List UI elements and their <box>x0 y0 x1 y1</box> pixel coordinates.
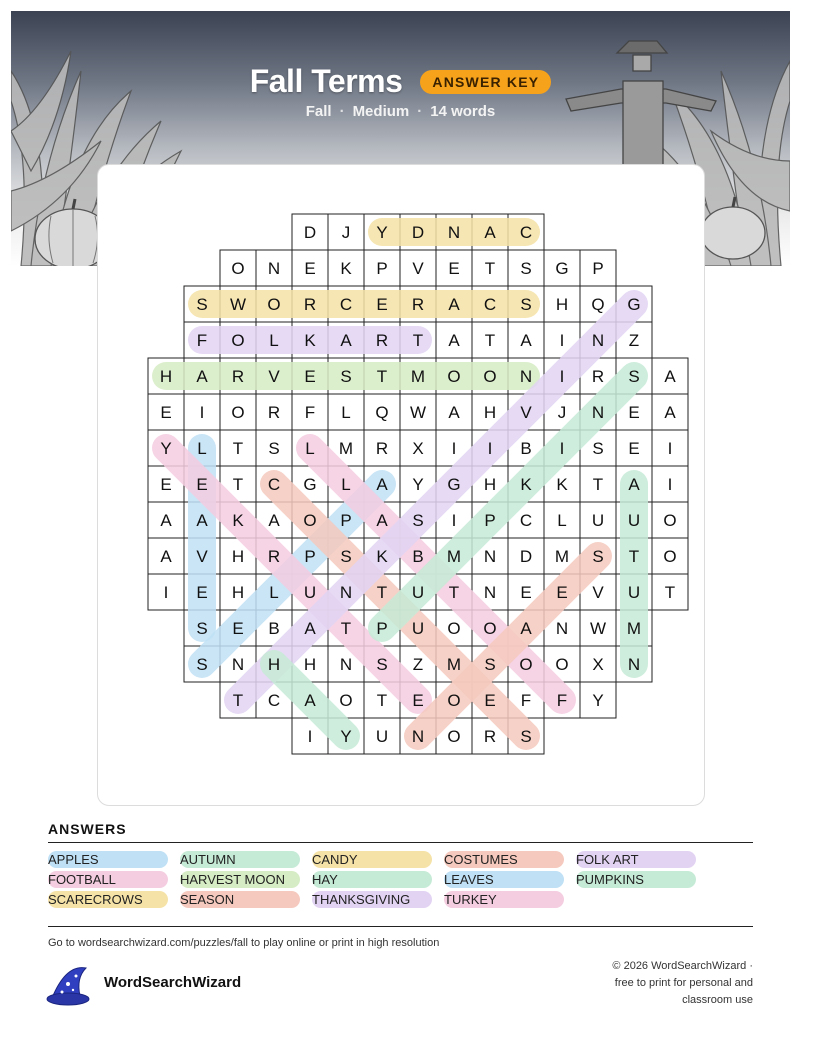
grid-letter: T <box>664 583 676 602</box>
grid-letter: L <box>341 403 351 422</box>
grid-letter: E <box>196 583 208 602</box>
grid-letter: N <box>231 655 245 674</box>
grid-letter: E <box>448 259 460 278</box>
grid-letter: M <box>446 547 462 566</box>
grid-letter: T <box>376 367 388 386</box>
grid-letter: A <box>520 619 532 638</box>
grid-letter: R <box>483 727 497 746</box>
grid-letter: I <box>163 583 169 602</box>
grid-letter: N <box>267 259 281 278</box>
grid-letter: I <box>667 475 673 494</box>
answer-word: SEASON <box>180 891 300 908</box>
grid-letter: J <box>341 223 351 242</box>
grid-letter: A <box>664 403 676 422</box>
grid-letter: T <box>340 619 352 638</box>
grid-letter: K <box>520 475 532 494</box>
grid-letter: P <box>304 547 316 566</box>
grid-letter: A <box>448 295 460 314</box>
grid-letter: R <box>267 547 281 566</box>
grid-letter: R <box>411 295 425 314</box>
grid-letter: T <box>232 475 244 494</box>
grid-letter: K <box>232 511 244 530</box>
grid-letter: Y <box>340 727 352 746</box>
grid-letter: B <box>268 619 280 638</box>
grid-letter: U <box>303 583 317 602</box>
grid-letter: F <box>304 403 316 422</box>
grid-letter: R <box>267 403 281 422</box>
grid-letter: E <box>412 691 424 710</box>
grid-letter: B <box>412 547 424 566</box>
grid-letter: W <box>589 619 607 638</box>
grid-letter: S <box>196 295 208 314</box>
grid-letter: A <box>160 511 172 530</box>
grid-letter: S <box>196 655 208 674</box>
grid-letter: A <box>196 367 208 386</box>
grid-letter: H <box>267 655 281 674</box>
grid-letter: U <box>411 619 425 638</box>
grid-letter: E <box>160 403 172 422</box>
grid-letter: G <box>447 475 461 494</box>
grid-letter: T <box>232 691 244 710</box>
grid-letter: V <box>520 403 532 422</box>
answer-word: PUMPKINS <box>576 871 696 888</box>
copyright-line: © 2026 WordSearchWizard · <box>612 960 753 972</box>
grid-letter: A <box>484 223 496 242</box>
grid-letter: U <box>375 727 389 746</box>
grid-letter: E <box>556 583 568 602</box>
grid-letter: S <box>520 259 532 278</box>
pumpkin-icon <box>701 207 765 259</box>
grid-letter: P <box>376 619 388 638</box>
grid-letter: S <box>628 367 640 386</box>
grid-letter: N <box>339 583 353 602</box>
grid-letter: P <box>340 511 352 530</box>
grid-letter: S <box>592 547 604 566</box>
grid-letter: O <box>663 547 677 566</box>
grid-letter: E <box>232 619 244 638</box>
grid-letter: S <box>412 511 424 530</box>
grid-letter: A <box>304 691 316 710</box>
grid-letter: P <box>592 259 604 278</box>
grid-letter: R <box>591 367 605 386</box>
grid-letter: S <box>268 439 280 458</box>
grid-letter: I <box>559 367 565 386</box>
puzzle-meta: Fall · Medium · 14 words <box>305 103 496 120</box>
grid-letter: N <box>447 223 461 242</box>
grid-letter: Q <box>591 295 605 314</box>
grid-letter: G <box>627 295 641 314</box>
grid-letter: N <box>483 583 497 602</box>
answers-divider-bottom <box>48 926 753 927</box>
page-title: Fall Terms <box>249 63 403 99</box>
grid-letter: W <box>409 403 427 422</box>
grid-letter: O <box>555 655 569 674</box>
grid-letter: H <box>231 547 245 566</box>
grid-letter: X <box>592 655 604 674</box>
grid-letter: N <box>519 367 533 386</box>
grid-letter: F <box>556 691 568 710</box>
grid-letter: L <box>557 511 567 530</box>
grid-letter: E <box>304 259 316 278</box>
grid-letter: A <box>376 475 388 494</box>
answer-word: APPLES <box>48 851 168 868</box>
grid-letter: Z <box>628 331 640 350</box>
grid-letter: R <box>231 367 245 386</box>
grid-letter: Y <box>160 439 172 458</box>
grid-letter: I <box>199 403 205 422</box>
grid-letter: U <box>627 511 641 530</box>
grid-letter: N <box>411 727 425 746</box>
grid-letter: E <box>376 295 388 314</box>
grid-letter: O <box>447 619 461 638</box>
grid-letter: H <box>483 403 497 422</box>
grid-letter: B <box>520 439 532 458</box>
grid-letter: U <box>411 583 425 602</box>
grid-letter: S <box>340 547 352 566</box>
grid-letter: A <box>340 331 352 350</box>
grid-letter: F <box>520 691 532 710</box>
grid-letter: K <box>556 475 568 494</box>
grid-letter: L <box>197 439 207 458</box>
grid-letter: E <box>520 583 532 602</box>
grid-letter: D <box>411 223 425 242</box>
answer-word: AUTUMN <box>180 851 300 868</box>
grid-letter: I <box>559 331 565 350</box>
grid-letter: W <box>229 295 247 314</box>
grid-letter: J <box>557 403 567 422</box>
grid-letter: N <box>591 403 605 422</box>
grid-letter: N <box>627 655 641 674</box>
grid-letter: S <box>520 727 532 746</box>
copyright-notice <box>573 958 753 1009</box>
grid-letter: V <box>592 583 604 602</box>
grid-letter: H <box>231 583 245 602</box>
grid-letter: M <box>446 655 462 674</box>
grid-letter: C <box>267 691 281 710</box>
grid-letter: S <box>196 619 208 638</box>
answer-key-badge: ANSWER KEY <box>420 70 551 94</box>
grid-letter: L <box>305 439 315 458</box>
copyright-line: free to print for personal and <box>614 977 753 989</box>
grid-letter: O <box>519 655 533 674</box>
grid-letter: U <box>591 511 605 530</box>
grid-letter: V <box>196 547 208 566</box>
answer-word: FOLK ART <box>576 851 696 868</box>
grid-letter: N <box>483 547 497 566</box>
grid-letter: M <box>554 547 570 566</box>
grid-letter: T <box>628 547 640 566</box>
grid-letter: H <box>555 295 569 314</box>
grid-letter: A <box>376 511 388 530</box>
grid-letter: S <box>592 439 604 458</box>
grid-letter: P <box>484 511 496 530</box>
word-search-grid <box>97 164 703 804</box>
grid-letter: O <box>267 295 281 314</box>
answer-word: TURKEY <box>444 891 564 908</box>
grid-letter: I <box>451 439 457 458</box>
grid-letter: H <box>483 475 497 494</box>
grid-letter: T <box>376 583 388 602</box>
grid-letter: E <box>484 691 496 710</box>
grid-letter: M <box>410 367 426 386</box>
grid-letter: O <box>303 511 317 530</box>
grid-letter: U <box>627 583 641 602</box>
grid-letter: E <box>304 367 316 386</box>
grid-letter: E <box>160 475 172 494</box>
grid-letter: A <box>628 475 640 494</box>
grid-letter: A <box>268 511 280 530</box>
answer-word: LEAVES <box>444 871 564 888</box>
grid-letter: C <box>483 295 497 314</box>
copyright-line: classroom use <box>682 994 753 1006</box>
grid-letter: K <box>340 259 352 278</box>
grid-letter: E <box>196 475 208 494</box>
grid-letter: L <box>341 475 351 494</box>
grid-letter: Z <box>412 655 424 674</box>
grid-letter: M <box>338 439 354 458</box>
grid-letter: O <box>339 691 353 710</box>
grid-letter: K <box>304 331 316 350</box>
brand-name: WordSearchWizard <box>104 974 242 991</box>
grid-letter: I <box>451 511 457 530</box>
grid-letter: A <box>520 331 532 350</box>
grid-letter: T <box>484 331 496 350</box>
grid-letter: C <box>267 475 281 494</box>
grid-letter: R <box>303 295 317 314</box>
grid-letter: A <box>448 403 460 422</box>
answer-word: THANKSGIVING <box>312 891 432 908</box>
answer-word: FOOTBALL <box>48 871 168 888</box>
answers-divider-top <box>48 842 753 843</box>
grid-letter: N <box>555 619 569 638</box>
grid-letter: O <box>447 367 461 386</box>
grid-letter: A <box>664 367 676 386</box>
grid-letter: T <box>376 691 388 710</box>
grid-letter: A <box>196 511 208 530</box>
grid-letter: V <box>268 367 280 386</box>
grid-letter: T <box>412 331 424 350</box>
grid-letter: S <box>520 295 532 314</box>
grid-letter: I <box>487 439 493 458</box>
grid-letter: O <box>231 403 245 422</box>
grid-letter: S <box>340 367 352 386</box>
grid-letter: F <box>196 331 208 350</box>
grid-letter: O <box>447 691 461 710</box>
grid-letter: T <box>592 475 604 494</box>
answer-word: HAY <box>312 871 432 888</box>
footer-link-text: Go to wordsearchwizard.com/puzzles/fall to play online or print in high resolution <box>48 937 440 949</box>
grid-letter: R <box>375 439 389 458</box>
grid-letter: G <box>303 475 317 494</box>
difficulty-label: Medium <box>352 103 410 120</box>
grid-letter: A <box>304 619 316 638</box>
grid-letter: Y <box>592 691 604 710</box>
grid-letter: E <box>628 403 640 422</box>
grid-letter: H <box>159 367 173 386</box>
grid-letter: T <box>484 259 496 278</box>
grid-letter: O <box>483 619 497 638</box>
grid-letter: D <box>303 223 317 242</box>
grid-letter: X <box>412 439 424 458</box>
grid-letter: S <box>484 655 496 674</box>
grid-letter: N <box>591 331 605 350</box>
grid-letter: A <box>160 547 172 566</box>
grid-letter: G <box>555 259 569 278</box>
grid-letter: C <box>339 295 353 314</box>
grid-letter: L <box>269 583 279 602</box>
grid-letter: I <box>667 439 673 458</box>
grid-letter: R <box>375 331 389 350</box>
grid-letter: H <box>303 655 317 674</box>
answer-word: CANDY <box>312 851 432 868</box>
wizard-hat-icon <box>46 962 94 1006</box>
grid-letter: D <box>519 547 533 566</box>
grid-letter: E <box>628 439 640 458</box>
grid-letter: C <box>519 223 533 242</box>
answers-heading: ANSWERS <box>48 821 127 837</box>
grid-letter: P <box>376 259 388 278</box>
grid-letter: S <box>376 655 388 674</box>
grid-letter: O <box>231 331 245 350</box>
grid-letter: Q <box>375 403 389 422</box>
grid-letter: C <box>519 511 533 530</box>
answer-word: HARVEST MOON <box>180 871 300 888</box>
grid-letter: O <box>483 367 497 386</box>
grid-letter: O <box>663 511 677 530</box>
grid-letter: T <box>232 439 244 458</box>
grid-letter: T <box>448 583 460 602</box>
grid-letter: Y <box>376 223 388 242</box>
grid-letter: O <box>231 259 245 278</box>
category-label: Fall <box>305 103 332 120</box>
grid-letter: A <box>448 331 460 350</box>
grid-letter: M <box>626 619 642 638</box>
answer-word: COSTUMES <box>444 851 564 868</box>
grid-letter: N <box>339 655 353 674</box>
grid-letter: O <box>447 727 461 746</box>
grid-letter: Y <box>412 475 424 494</box>
grid-letter: K <box>376 547 388 566</box>
word-count-label: 14 words <box>430 103 496 120</box>
grid-letter: I <box>307 727 313 746</box>
grid-letter: I <box>559 439 565 458</box>
answer-word: SCARECROWS <box>48 891 168 908</box>
grid-letter: L <box>269 331 279 350</box>
grid-letter: V <box>412 259 424 278</box>
